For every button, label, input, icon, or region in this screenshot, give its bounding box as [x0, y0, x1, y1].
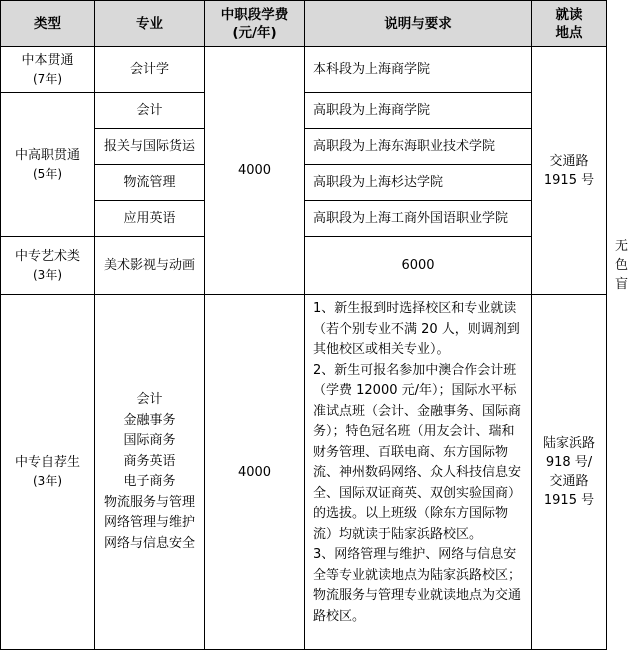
type-label: 中专自荐生: [14, 455, 80, 470]
notes-cell: [305, 295, 532, 650]
note-item: 3、网络管理与维护、网络与信息安全等专业就读地点为陆家浜路校区；物流服务与管理专业就读地点为交通路校区。: [313, 547, 522, 624]
duration-label: (3年): [33, 267, 62, 282]
header-location-line1: 就读: [555, 6, 583, 23]
major-item: 会计: [136, 392, 163, 407]
major-cell: 会计学: [95, 47, 205, 93]
desc-cell: 高职段为上海杉达学院: [305, 165, 532, 201]
major-cell: 会计: [95, 93, 205, 129]
header-location-line2: 地点: [555, 24, 583, 41]
header-major: 专业: [95, 1, 205, 47]
header-row: [1, 1, 607, 47]
type-cell: [1, 295, 95, 650]
location-cell: [532, 47, 607, 295]
type-cell: [1, 47, 95, 93]
header-fee-line1: 中职段学费: [220, 6, 289, 23]
desc-cell: 高职段为上海商学院: [305, 93, 532, 129]
type-label: 中本贯通: [21, 52, 74, 68]
fee-cell: 6000: [305, 237, 532, 295]
major-item: 网络与信息安全: [103, 535, 195, 551]
location-line3: 交通路: [549, 474, 589, 489]
duration-label: (7年): [33, 71, 62, 86]
major-item: 金融事务: [123, 412, 176, 428]
major-list-cell: [95, 295, 205, 650]
location-line2: 1915 号: [543, 172, 595, 188]
type-label: 中专艺术类: [14, 248, 80, 264]
location-line2: 918 号/: [545, 455, 593, 470]
header-type: 类型: [1, 1, 95, 47]
header-fee-line2: (元/年): [232, 24, 277, 41]
note-item: 2、新生可报名参加中澳合作会计班（学费 12000 元/年）；国际水平标准试点班（会计、金融事务、国际商务）；特色冠名班（用友会计、瑞和财务管理、百联电商、东方国际物流、神州数码网络、众人科技信息安全、国际双证商英、双创实验国商）的选拔。以上班级（除东方国际物流）均就读于陆家浜路校区。: [313, 362, 522, 542]
location-cell: [532, 295, 607, 650]
type-label: 中高职贯通: [14, 147, 80, 163]
table-row: [1, 295, 607, 650]
major-item: 物流服务与管理: [103, 494, 195, 510]
location-line1: 陆家浜路: [542, 436, 595, 451]
major-item: 电子商务: [123, 474, 176, 489]
note-item: 1、新生报到时选择校区和专业就读（若个别专业不满 20 人，则调剂到其他校区或相关专业）。: [313, 301, 520, 357]
fee-cell: 4000: [205, 47, 305, 295]
fee-cell: 4000: [205, 295, 305, 650]
major-cell: 美术影视与动画: [95, 237, 205, 295]
duration-label: (5年): [33, 166, 62, 181]
header-location: [532, 1, 607, 47]
major-cell: 物流管理: [95, 165, 205, 201]
duration-label: (3年): [33, 474, 62, 488]
desc-cell: 本科段为上海商学院: [305, 47, 532, 93]
major-item: 商务英语: [123, 453, 176, 469]
table-row: [1, 47, 607, 93]
header-fee: [205, 1, 305, 47]
table-row: 中专艺术类 (3年) 美术影视与动画 6000 无色盲: [1, 237, 607, 295]
desc-cell: 高职段为上海工商外国语职业学院: [305, 201, 532, 237]
major-item: 网络管理与维护: [103, 515, 195, 530]
type-cell: [1, 237, 95, 295]
header-desc: 说明与要求: [305, 1, 532, 47]
desc-cell: 高职段为上海东海职业技术学院: [305, 129, 532, 165]
major-item: 国际商务: [123, 433, 176, 448]
major-cell: 应用英语: [95, 201, 205, 237]
major-cell: 报关与国际货运: [95, 129, 205, 165]
location-line4: 1915 号: [543, 493, 595, 508]
location-line1: 交通路: [549, 153, 589, 169]
type-cell: [1, 93, 95, 237]
